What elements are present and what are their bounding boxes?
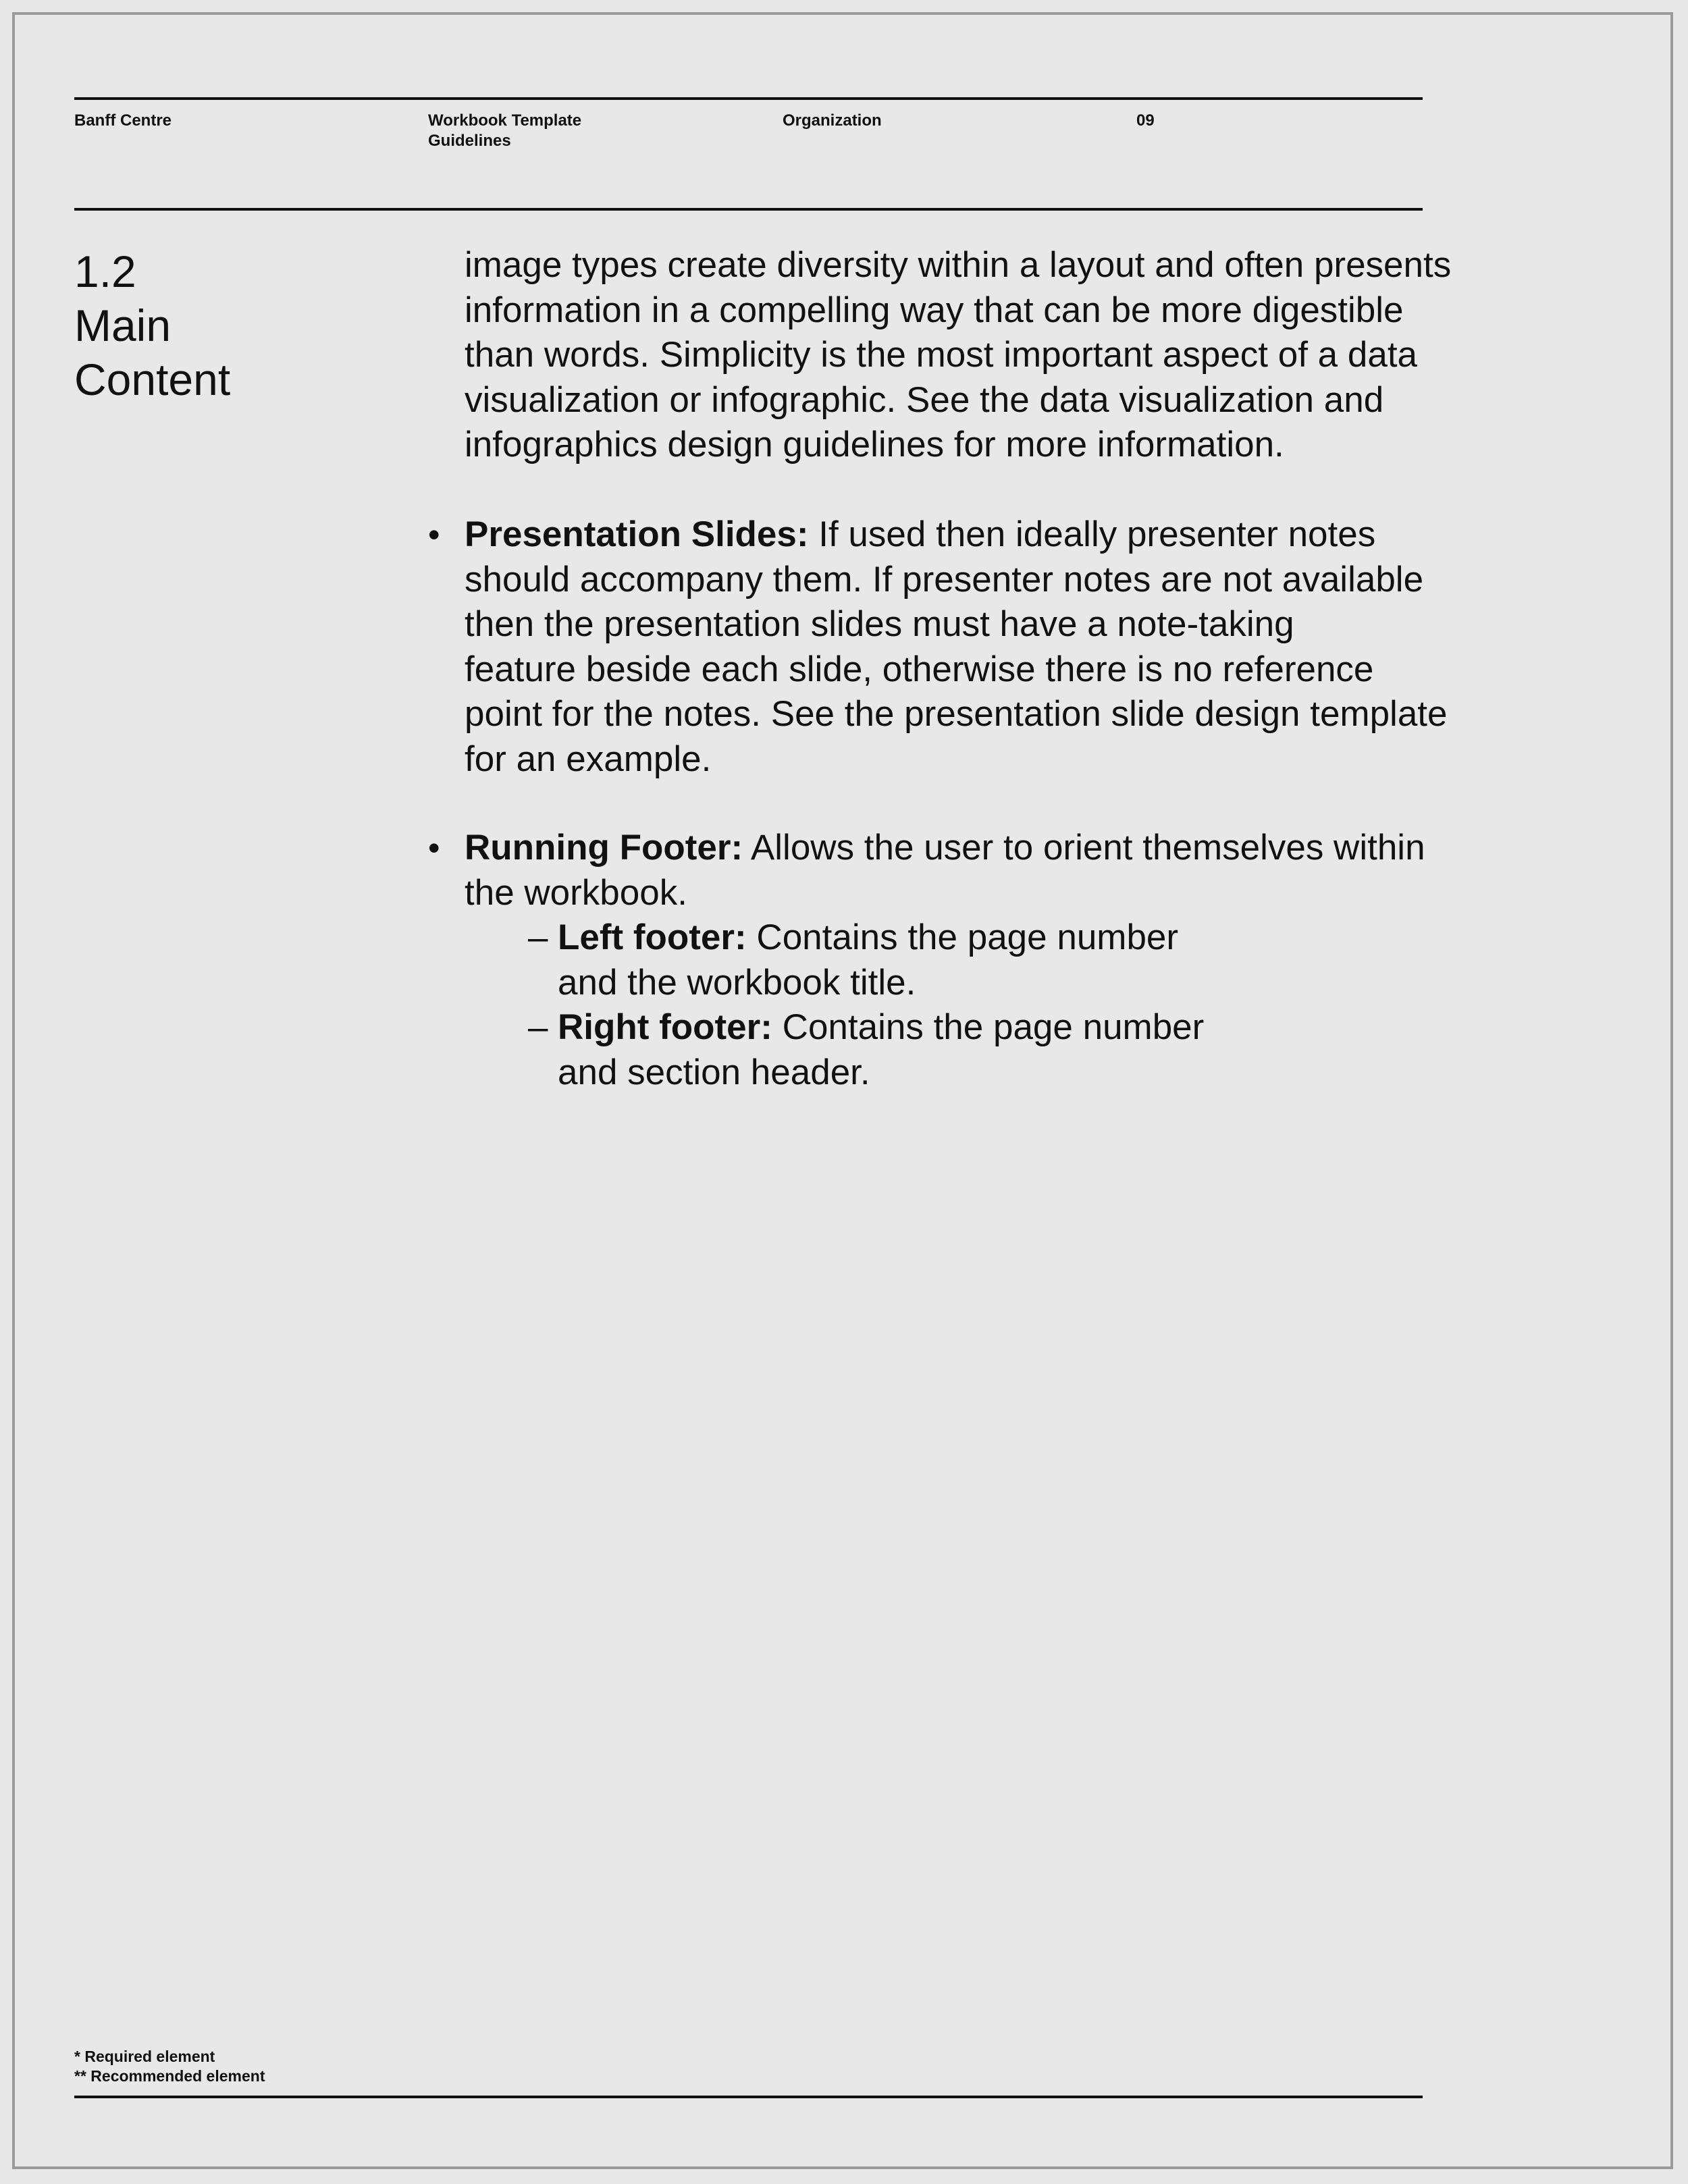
bullet-dot-icon: • — [428, 516, 440, 554]
header-page-number-text: 09 — [1136, 111, 1155, 130]
footnote-recommended: ** Recommended element — [74, 2067, 265, 2085]
bullet-text: Allows the user to orient themselves within — [743, 828, 1425, 868]
section-title — [74, 244, 230, 406]
header-bottom-rule — [74, 208, 1423, 211]
intro-line: visualization or infographic. See the data visualization and — [465, 379, 1384, 420]
subitem-term: Left footer: — [558, 917, 747, 957]
header-document-title-line2: Guidelines — [428, 132, 511, 150]
header-section-label — [783, 111, 1066, 131]
subitem-line — [558, 915, 1300, 961]
intro-line: infographics design guidelines for more information. — [465, 425, 1284, 464]
section-number: 1.2 — [74, 246, 136, 296]
bullet-line: point for the notes. See the presentation slide design template — [465, 694, 1448, 734]
bullet-line: for an example. — [465, 739, 712, 779]
bullet-term: Running Footer: — [465, 828, 743, 868]
subitem-line — [558, 1005, 1300, 1050]
intro-line: information in a compelling way that can be more digestible — [465, 290, 1404, 330]
intro-line: than words. Simplicity is the most important aspect of a data — [465, 335, 1418, 375]
header-document-title-line1: Workbook Template — [428, 111, 582, 130]
subitem-left-footer — [558, 915, 1300, 1005]
subitem-text: Contains the page number — [772, 1007, 1205, 1047]
bullet-presentation-slides — [465, 512, 1518, 782]
section-title-line1: Main — [74, 300, 172, 350]
subitem-text: Contains the page number — [746, 917, 1179, 957]
dash-icon: – — [528, 917, 548, 957]
dash-icon: – — [528, 1007, 548, 1047]
header-organization-text: Banff Centre — [74, 111, 172, 130]
bullet-line: should accompany them. If presenter notes are not available — [465, 559, 1424, 600]
bullet-line: then the presentation slides must have a note-taking — [465, 604, 1294, 644]
bullet-running-footer — [465, 826, 1518, 915]
footer-rule — [74, 2096, 1423, 2098]
header-document-title — [428, 111, 712, 151]
subitem-right-footer — [558, 1005, 1300, 1095]
subitem-line: and section header. — [558, 1052, 870, 1092]
subitem-term: Right footer: — [558, 1007, 772, 1047]
bullet-line — [465, 512, 1518, 558]
bullet-term: Presentation Slides: — [465, 514, 809, 554]
intro-line: image types create diversity within a layout and often presents — [465, 245, 1452, 285]
bullet-text: If used then ideally presenter notes — [808, 514, 1376, 554]
section-title-line2: Content — [74, 354, 231, 404]
bullet-line — [465, 826, 1518, 871]
intro-paragraph — [465, 243, 1518, 468]
header-section-label-text: Organization — [783, 111, 882, 130]
header-page-number — [1136, 111, 1420, 131]
footnotes — [74, 2047, 265, 2086]
header-organization — [74, 111, 358, 131]
header-top-rule — [74, 97, 1423, 100]
footnote-required: * Required element — [74, 2048, 215, 2065]
bullet-line: the workbook. — [465, 872, 687, 913]
bullet-line: feature beside each slide, otherwise there is no reference — [465, 649, 1374, 689]
bullet-dot-icon: • — [428, 829, 440, 867]
subitem-line: and the workbook title. — [558, 962, 916, 1003]
